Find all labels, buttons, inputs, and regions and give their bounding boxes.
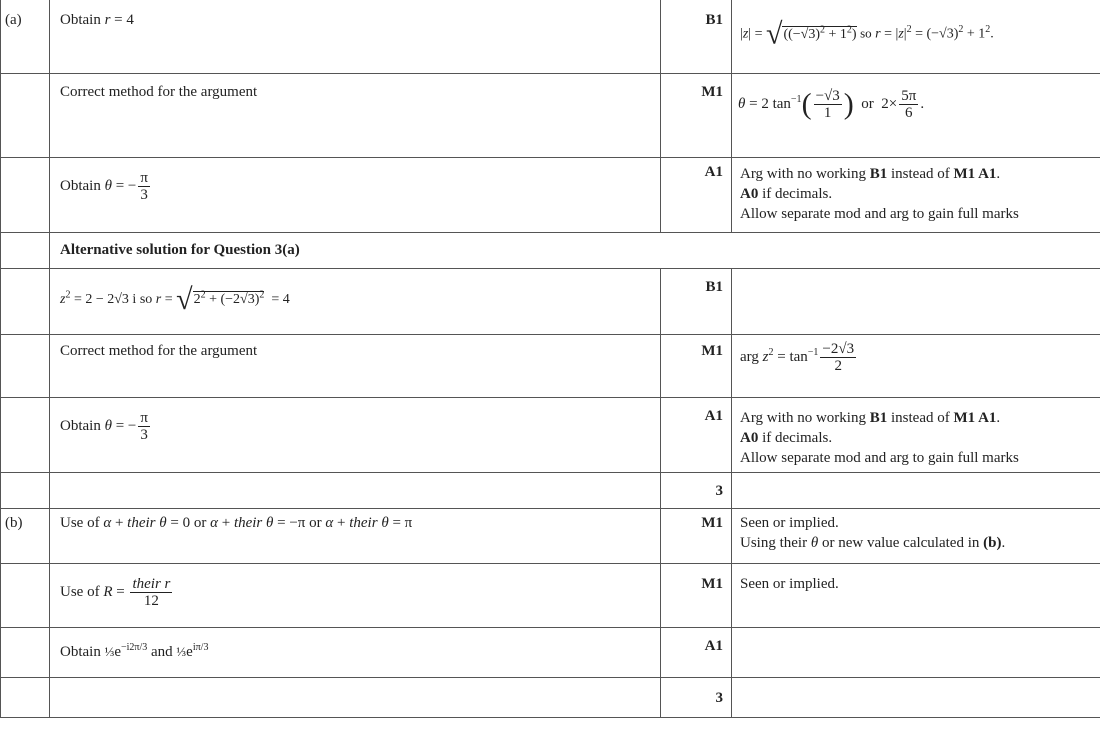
table-row bbox=[1, 0, 1100, 74]
mark-cell bbox=[661, 0, 732, 74]
guidance-text: Arg with no working B1 instead of M1 A1. A0 if decimals. Allow separate mod and arg to gain full marks bbox=[740, 166, 1019, 222]
mark-label: B1 bbox=[705, 279, 723, 295]
table-row bbox=[1, 473, 1100, 509]
argument-formula: θ = 2 $\tan^{-1}$( $\frac{-√3}{1}$ ) or 2× $\frac{5\pi}{6}$ . bbox=[738, 87, 925, 121]
mark-label: A1 bbox=[704, 164, 723, 180]
part-label: (a) bbox=[5, 12, 22, 28]
total-marks: 3 bbox=[715, 690, 723, 706]
table-row bbox=[1, 269, 1100, 335]
guidance-text: Seen or implied. Using their θ or new value calculated in (b). bbox=[740, 515, 1006, 551]
table-row bbox=[1, 335, 1100, 398]
mark-label: B1 bbox=[705, 12, 723, 28]
table-row bbox=[1, 564, 1100, 628]
table-row bbox=[1, 158, 1100, 233]
mark-label: M1 bbox=[701, 84, 723, 100]
part-label: (b) bbox=[5, 515, 23, 531]
part-label-cell bbox=[1, 0, 50, 74]
alternative-heading: Alternative solution for Question 3(a) bbox=[60, 242, 300, 258]
answer-text: Use of α + their θ = 0 or α + their θ = −π or α + their θ = π bbox=[60, 515, 413, 531]
answer-cell bbox=[50, 0, 661, 74]
answer-text: Obtain θ = − $\frac{\pi}{3}$ bbox=[60, 170, 148, 203]
answer-text: Obtain θ = − $\frac{\pi}{3}$ bbox=[60, 410, 148, 443]
table-row bbox=[1, 678, 1100, 718]
answer-text: Obtain $\frac{1}{3}e^{-i2\pi/3}$ and $\frac{1}{3}e^{i\pi/3}$ bbox=[60, 642, 209, 660]
table-row bbox=[1, 233, 1100, 269]
mark-label: M1 bbox=[701, 576, 723, 592]
answer-text: Use of R = $\frac{\text{their r}}{12}$ bbox=[60, 576, 171, 609]
table-row bbox=[1, 74, 1100, 158]
modulus-formula: $|z| = √((-√3)^2 + 1^2)$ so $r = |z|^2 = (-√3)^2 + 1^2$. bbox=[740, 17, 994, 51]
guidance-text: Arg with no working B1 instead of M1 A1. A0 if decimals. Allow separate mod and arg to gain full marks bbox=[740, 410, 1019, 466]
table-row bbox=[1, 628, 1100, 678]
guidance-cell bbox=[732, 0, 1100, 74]
total-marks: 3 bbox=[715, 483, 723, 499]
table-row bbox=[1, 398, 1100, 473]
answer-text: Obtain r = 4 bbox=[60, 12, 134, 28]
mark-label: A1 bbox=[704, 638, 723, 654]
mark-label: M1 bbox=[701, 515, 723, 531]
answer-text: Correct method for the argument bbox=[60, 84, 258, 100]
answer-text: $z^2 = 2 - 2√3$ i so $r = √2^2 + (-2√3)^2 = 4$ bbox=[60, 283, 290, 316]
mark-label: A1 bbox=[704, 408, 723, 424]
alternative-heading-cell bbox=[50, 233, 1100, 269]
guidance-text: Seen or implied. bbox=[740, 576, 839, 592]
table-row bbox=[1, 509, 1100, 564]
answer-text: Correct method for the argument bbox=[60, 343, 258, 359]
argument-formula: arg $z^2 = \tan^{-1}$ $\frac{-2√3}{2}$ bbox=[740, 341, 855, 374]
mark-label: M1 bbox=[701, 343, 723, 359]
